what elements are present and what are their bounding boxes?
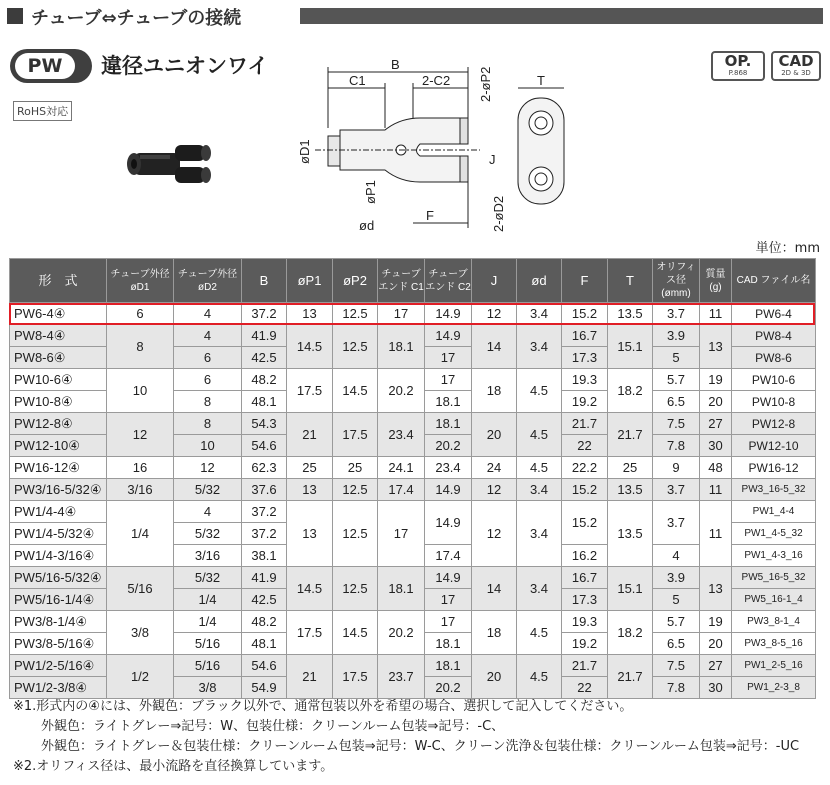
cell-B: 48.2: [242, 611, 287, 633]
cell-D2: 3/8: [174, 677, 242, 699]
cell-C2: 17: [425, 611, 472, 633]
dim-label-D2: 2-øD2: [491, 195, 506, 232]
cell-F: 22: [562, 435, 608, 457]
cell-orifice: 7.8: [653, 677, 700, 699]
cell-C2: 18.1: [425, 391, 472, 413]
dim-label-P2: 2-øP2: [478, 66, 493, 102]
cell-cad: PW5_16-5_32: [732, 567, 816, 589]
cell-D1: 5/16: [107, 567, 174, 611]
cell-D2: 6: [174, 369, 242, 391]
cell-cad: PW10-8: [732, 391, 816, 413]
cell-model: PW1/4-5/32④: [10, 523, 107, 545]
table-row: [10, 303, 816, 325]
cell-d: 4.5: [517, 369, 562, 413]
cell-B: 48.2: [242, 369, 287, 391]
table-row: [10, 567, 816, 589]
cell-C2: 18.1: [425, 413, 472, 435]
cell-F: 22.2: [562, 457, 608, 479]
cell-model: PW3/16-5/32④: [10, 479, 107, 501]
col-header-C1: チューブエンド C1: [378, 259, 425, 303]
cell-D1: 6: [107, 303, 174, 325]
col-header-D2: チューブ外径 øD2: [174, 259, 242, 303]
cell-d: 4.5: [517, 655, 562, 699]
cell-T: 21.7: [608, 413, 653, 457]
cell-T: 25: [608, 457, 653, 479]
cell-D2: 12: [174, 457, 242, 479]
cell-B: 37.6: [242, 479, 287, 501]
cell-P1: 13: [287, 303, 333, 325]
col-header-D1: チューブ外径 øD1: [107, 259, 174, 303]
cell-mass: 27: [700, 413, 732, 435]
cell-D1: 16: [107, 457, 174, 479]
footnote-1: ※1.形式内の④には、外観色：ブラック以外で、通常包装以外を希望の場合、選択して記入してください。: [13, 699, 633, 714]
cell-model: PW1/4-4④: [10, 501, 107, 523]
table-header-row: [10, 259, 816, 303]
op-badge-page: P.868: [728, 69, 748, 77]
cell-D2: 5/32: [174, 479, 242, 501]
cell-C1: 23.4: [378, 413, 425, 457]
cell-C2: 14.9: [425, 501, 472, 545]
cell-d: 4.5: [517, 457, 562, 479]
rohs-badge: RoHS対応: [13, 101, 72, 121]
cell-C1: 17: [378, 303, 425, 325]
cell-F: 16.7: [562, 567, 608, 589]
col-header-mass: 質量 (g): [700, 259, 732, 303]
cell-cad: PW6-4: [732, 303, 816, 325]
cell-orifice: 4: [653, 545, 700, 567]
cell-P1: 13: [287, 479, 333, 501]
cell-D2: 10: [174, 435, 242, 457]
cell-model: PW10-8④: [10, 391, 107, 413]
cell-B: 54.6: [242, 435, 287, 457]
cell-D2: 4: [174, 501, 242, 523]
spec-table: [9, 258, 816, 699]
cell-C2: 20.2: [425, 435, 472, 457]
table-row: [10, 501, 816, 523]
cell-F: 16.2: [562, 545, 608, 567]
cell-B: 37.2: [242, 501, 287, 523]
cell-B: 54.9: [242, 677, 287, 699]
cell-model: PW16-12④: [10, 457, 107, 479]
cell-model: PW6-4④: [10, 303, 107, 325]
cell-D2: 5/16: [174, 655, 242, 677]
cell-D2: 5/16: [174, 633, 242, 655]
cell-D2: 4: [174, 325, 242, 347]
cell-F: 19.2: [562, 391, 608, 413]
cell-T: 13.5: [608, 303, 653, 325]
col-header-F: F: [562, 259, 608, 303]
dimension-drawing: [285, 58, 595, 236]
cell-cad: PW1_4-3_16: [732, 545, 816, 567]
cell-T: 18.2: [608, 369, 653, 413]
cell-J: 20: [472, 413, 517, 457]
col-header-B: B: [242, 259, 287, 303]
cell-P1: 17.5: [287, 611, 333, 655]
cell-P2: 12.5: [333, 501, 378, 567]
table-row: [10, 369, 816, 391]
cell-model: PW12-10④: [10, 435, 107, 457]
table-row: [10, 611, 816, 633]
cell-B: 54.6: [242, 655, 287, 677]
cell-mass: 19: [700, 611, 732, 633]
col-header-J: J: [472, 259, 517, 303]
cell-C2: 23.4: [425, 457, 472, 479]
cell-d: 4.5: [517, 611, 562, 655]
cell-P2: 17.5: [333, 655, 378, 699]
cell-C2: 20.2: [425, 677, 472, 699]
cell-model: PW8-6④: [10, 347, 107, 369]
cell-B: 48.1: [242, 633, 287, 655]
cell-C2: 14.9: [425, 479, 472, 501]
cell-C2: 17.4: [425, 545, 472, 567]
cell-mass: 20: [700, 391, 732, 413]
cell-C2: 17: [425, 589, 472, 611]
dim-label-F: F: [426, 208, 434, 223]
table-row: [10, 479, 816, 501]
cell-C1: 20.2: [378, 611, 425, 655]
dim-label-P1: øP1: [363, 180, 378, 204]
cell-orifice: 5.7: [653, 611, 700, 633]
cell-C1: 24.1: [378, 457, 425, 479]
cell-F: 17.3: [562, 589, 608, 611]
cell-orifice: 3.9: [653, 567, 700, 589]
cell-cad: PW8-6: [732, 347, 816, 369]
cell-d: 3.4: [517, 567, 562, 611]
cell-P2: 14.5: [333, 611, 378, 655]
cell-F: 21.7: [562, 413, 608, 435]
cell-model: PW10-6④: [10, 369, 107, 391]
cell-mass: 27: [700, 655, 732, 677]
cell-J: 12: [472, 479, 517, 501]
col-header-P2: øP2: [333, 259, 378, 303]
cell-orifice: 7.5: [653, 655, 700, 677]
cell-C1: 20.2: [378, 369, 425, 413]
cell-D2: 1/4: [174, 611, 242, 633]
cell-cad: PW8-4: [732, 325, 816, 347]
cell-mass: 13: [700, 567, 732, 611]
cell-J: 18: [472, 369, 517, 413]
cell-C2: 18.1: [425, 633, 472, 655]
cell-P1: 17.5: [287, 369, 333, 413]
cell-B: 54.3: [242, 413, 287, 435]
cell-F: 19.2: [562, 633, 608, 655]
cell-orifice: 6.5: [653, 633, 700, 655]
cell-model: PW3/8-1/4④: [10, 611, 107, 633]
cell-orifice: 5: [653, 589, 700, 611]
header-square-icon: [7, 8, 23, 24]
cell-model: PW1/2-3/8④: [10, 677, 107, 699]
cell-F: 16.7: [562, 325, 608, 347]
cell-P2: 12.5: [333, 325, 378, 369]
cell-D1: 3/8: [107, 611, 174, 655]
cell-orifice: 3.7: [653, 479, 700, 501]
cell-D1: 8: [107, 325, 174, 369]
cell-orifice: 5.7: [653, 369, 700, 391]
cell-orifice: 5: [653, 347, 700, 369]
cell-P2: 12.5: [333, 303, 378, 325]
cell-T: 13.5: [608, 501, 653, 567]
cell-C2: 14.9: [425, 303, 472, 325]
cell-J: 24: [472, 457, 517, 479]
cell-cad: PW5_16-1_4: [732, 589, 816, 611]
op-badge-label: OP.: [724, 52, 752, 70]
cell-J: 14: [472, 567, 517, 611]
dim-label-D1: øD1: [297, 139, 312, 164]
cell-T: 18.2: [608, 611, 653, 655]
cell-mass: 30: [700, 435, 732, 457]
cell-B: 62.3: [242, 457, 287, 479]
cell-orifice: 6.5: [653, 391, 700, 413]
cell-D1: 12: [107, 413, 174, 457]
cell-cad: PW12-8: [732, 413, 816, 435]
footnote-1-detail-b: 外観色：ライトグレー＆包装仕様：クリーンルーム包装⇒記号：W-C、クリーン洗浄＆包装仕様：クリーンルーム包装⇒記号：-UC: [41, 739, 800, 754]
cell-P2: 14.5: [333, 369, 378, 413]
cell-F: 15.2: [562, 479, 608, 501]
cell-mass: 48: [700, 457, 732, 479]
cell-cad: PW1_2-5_16: [732, 655, 816, 677]
cell-mass: 19: [700, 369, 732, 391]
col-header-P1: øP1: [287, 259, 333, 303]
cell-D2: 5/32: [174, 567, 242, 589]
cell-P2: 17.5: [333, 413, 378, 457]
cell-orifice: 3.7: [653, 303, 700, 325]
table-row: [10, 325, 816, 347]
cell-model: PW5/16-1/4④: [10, 589, 107, 611]
dim-label-C1: C1: [349, 73, 366, 88]
cell-model: PW1/2-5/16④: [10, 655, 107, 677]
cell-D2: 5/32: [174, 523, 242, 545]
cell-mass: 11: [700, 303, 732, 325]
cell-D1: 3/16: [107, 479, 174, 501]
product-code: PW: [15, 53, 75, 79]
dim-label-d: ød: [359, 218, 375, 233]
cell-P1: 14.5: [287, 325, 333, 369]
cell-cad: PW1_4-4: [732, 501, 816, 523]
section-title: チューブ⇔チューブの接続: [31, 8, 242, 29]
cell-P1: 21: [287, 655, 333, 699]
cell-B: 38.1: [242, 545, 287, 567]
cell-J: 12: [472, 303, 517, 325]
cell-F: 15.2: [562, 303, 608, 325]
cell-D2: 6: [174, 347, 242, 369]
cell-C2: 14.9: [425, 567, 472, 589]
dim-label-C2: 2-C2: [422, 73, 451, 88]
cell-P1: 13: [287, 501, 333, 567]
cell-D1: 1/2: [107, 655, 174, 699]
cell-J: 14: [472, 325, 517, 369]
table-row: [10, 457, 816, 479]
cell-model: PW12-8④: [10, 413, 107, 435]
cell-J: 20: [472, 655, 517, 699]
op-badge[interactable]: [711, 51, 765, 81]
cell-cad: PW3_8-1_4: [732, 611, 816, 633]
cell-D2: 3/16: [174, 545, 242, 567]
cell-cad: PW12-10: [732, 435, 816, 457]
cell-C2: 14.9: [425, 325, 472, 347]
product-photo: [120, 135, 215, 195]
cell-T: 21.7: [608, 655, 653, 699]
cell-P1: 21: [287, 413, 333, 457]
cell-mass: 20: [700, 633, 732, 655]
cell-T: 13.5: [608, 479, 653, 501]
cell-cad: PW1_4-5_32: [732, 523, 816, 545]
cell-d: 3.4: [517, 325, 562, 369]
cell-model: PW8-4④: [10, 325, 107, 347]
cell-orifice: 7.5: [653, 413, 700, 435]
cell-F: 21.7: [562, 655, 608, 677]
cell-T: 15.1: [608, 325, 653, 369]
cell-C1: 18.1: [378, 325, 425, 369]
cell-F: 15.2: [562, 501, 608, 545]
cell-d: 3.4: [517, 479, 562, 501]
cell-F: 17.3: [562, 347, 608, 369]
cell-C1: 17.4: [378, 479, 425, 501]
cell-J: 12: [472, 501, 517, 567]
cell-C2: 18.1: [425, 655, 472, 677]
cell-P2: 12.5: [333, 567, 378, 611]
product-name: 違径ユニオンワイ: [101, 54, 269, 78]
cell-B: 41.9: [242, 567, 287, 589]
dim-label-J: J: [489, 152, 496, 167]
col-header-model: 形 式: [10, 259, 107, 303]
cell-D2: 4: [174, 303, 242, 325]
cell-B: 48.1: [242, 391, 287, 413]
cell-B: 37.2: [242, 303, 287, 325]
cell-J: 18: [472, 611, 517, 655]
cell-d: 4.5: [517, 413, 562, 457]
cell-cad: PW3_8-5_16: [732, 633, 816, 655]
cell-orifice: 3.9: [653, 325, 700, 347]
table-row: [10, 655, 816, 677]
cell-mass: 13: [700, 325, 732, 369]
cell-P1: 14.5: [287, 567, 333, 611]
cell-C1: 17: [378, 501, 425, 567]
cell-C1: 23.7: [378, 655, 425, 699]
cell-orifice: 3.7: [653, 501, 700, 545]
cell-model: PW1/4-3/16④: [10, 545, 107, 567]
cell-orifice: 7.8: [653, 435, 700, 457]
table-row: [10, 413, 816, 435]
dim-label-B: B: [391, 58, 400, 72]
footnotes: [13, 697, 799, 777]
cell-B: 41.9: [242, 325, 287, 347]
cell-P2: 12.5: [333, 479, 378, 501]
col-header-C2: チューブエンド C2: [425, 259, 472, 303]
cell-F: 22: [562, 677, 608, 699]
cell-C2: 17: [425, 369, 472, 391]
cell-D2: 8: [174, 413, 242, 435]
cell-model: PW3/8-5/16④: [10, 633, 107, 655]
col-header-T: T: [608, 259, 653, 303]
dim-label-T: T: [537, 73, 545, 88]
cad-badge-label: CAD: [778, 52, 814, 70]
cad-badge-sub: 2D & 3D: [781, 69, 811, 77]
cell-D2: 1/4: [174, 589, 242, 611]
cell-cad: PW16-12: [732, 457, 816, 479]
cell-model: PW5/16-5/32④: [10, 567, 107, 589]
header-bar: [300, 8, 823, 24]
cell-P2: 25: [333, 457, 378, 479]
cell-cad: PW10-6: [732, 369, 816, 391]
cad-badge[interactable]: [771, 51, 821, 81]
cell-cad: PW1_2-3_8: [732, 677, 816, 699]
cell-d: 3.4: [517, 501, 562, 567]
cell-P1: 25: [287, 457, 333, 479]
cell-D1: 10: [107, 369, 174, 413]
cell-B: 42.5: [242, 589, 287, 611]
cell-T: 15.1: [608, 567, 653, 611]
cell-D2: 8: [174, 391, 242, 413]
cell-orifice: 9: [653, 457, 700, 479]
footnote-2: ※2.オリフィス径は、最小流路を直径換算しています。: [13, 759, 334, 774]
col-header-d: ød: [517, 259, 562, 303]
cell-d: 3.4: [517, 303, 562, 325]
cell-C2: 17: [425, 347, 472, 369]
col-header-cad: CAD ファイル名: [732, 259, 816, 303]
cell-mass: 30: [700, 677, 732, 699]
cell-F: 19.3: [562, 369, 608, 391]
cell-B: 42.5: [242, 347, 287, 369]
cell-F: 19.3: [562, 611, 608, 633]
cell-cad: PW3_16-5_32: [732, 479, 816, 501]
col-header-orifice: オリフィス径 (ømm): [653, 259, 700, 303]
cell-B: 37.2: [242, 523, 287, 545]
footnote-1-detail-a: 外観色：ライトグレー⇒記号：W、包装仕様：クリーンルーム包装⇒記号：-C、: [41, 719, 505, 734]
unit-label: 単位：mm: [755, 241, 820, 256]
cell-mass: 11: [700, 501, 732, 567]
cell-D1: 1/4: [107, 501, 174, 567]
cell-mass: 11: [700, 479, 732, 501]
cell-C1: 18.1: [378, 567, 425, 611]
